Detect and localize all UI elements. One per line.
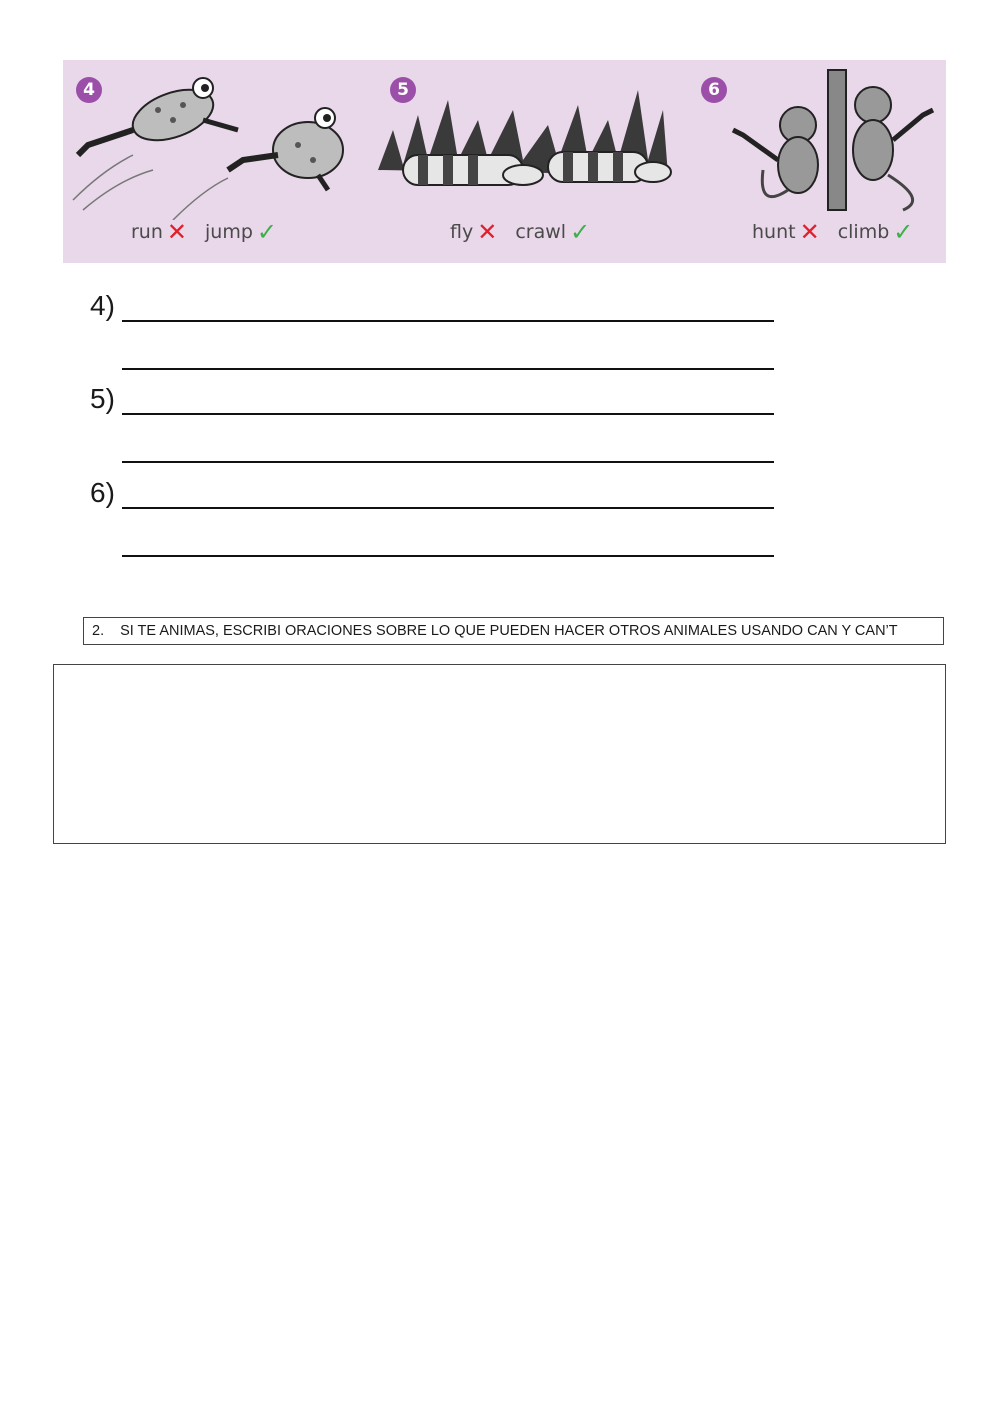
answer-number: 4) xyxy=(90,290,115,321)
check-icon: ✓ xyxy=(893,218,914,246)
answer-line[interactable] xyxy=(122,555,774,557)
lizards-crawling-illustration xyxy=(373,60,673,220)
answer-line[interactable] xyxy=(122,320,774,322)
exercise-number-badge: 5 xyxy=(390,77,416,103)
answer-line[interactable] xyxy=(122,507,774,509)
exercise-text: SI TE ANIMAS, ESCRIBI ORACIONES SOBRE LO QUE PUEDEN HACER OTROS ANIMALES USANDO CAN Y CAN’T xyxy=(120,623,898,639)
panel-monkeys xyxy=(688,60,946,263)
exercise-number: 2. xyxy=(92,623,105,639)
answer-line[interactable] xyxy=(122,368,774,370)
check-icon: ✓ xyxy=(256,218,278,246)
cannot-verb-label: run xyxy=(131,221,163,243)
cross-icon: ✕ xyxy=(166,218,188,246)
cannot-verb-label: fly xyxy=(450,221,474,243)
verb-labels xyxy=(450,220,590,244)
exercise-2-instruction xyxy=(83,617,944,645)
can-verb-label: climb xyxy=(837,221,890,243)
verb-labels xyxy=(131,220,277,244)
frogs-jumping-illustration xyxy=(63,60,363,220)
check-icon: ✓ xyxy=(570,218,591,246)
can-verb-label: jump xyxy=(205,221,253,243)
cross-icon: ✕ xyxy=(477,218,498,246)
writing-answer-box[interactable] xyxy=(53,664,946,844)
panel-frogs xyxy=(63,60,363,263)
monkeys-climbing-illustration xyxy=(688,60,946,220)
panel-lizards xyxy=(373,60,673,263)
cross-icon: ✕ xyxy=(799,218,820,246)
answer-line[interactable] xyxy=(122,461,774,463)
exercise-illustration-banner xyxy=(63,60,946,263)
answer-number: 6) xyxy=(90,477,115,508)
exercise-number-badge: 6 xyxy=(701,77,727,103)
can-verb-label: crawl xyxy=(515,221,567,243)
cannot-verb-label: hunt xyxy=(752,221,796,243)
answer-number: 5) xyxy=(90,383,115,414)
answer-line[interactable] xyxy=(122,413,774,415)
verb-labels xyxy=(752,220,913,244)
exercise-number-badge: 4 xyxy=(76,77,102,103)
